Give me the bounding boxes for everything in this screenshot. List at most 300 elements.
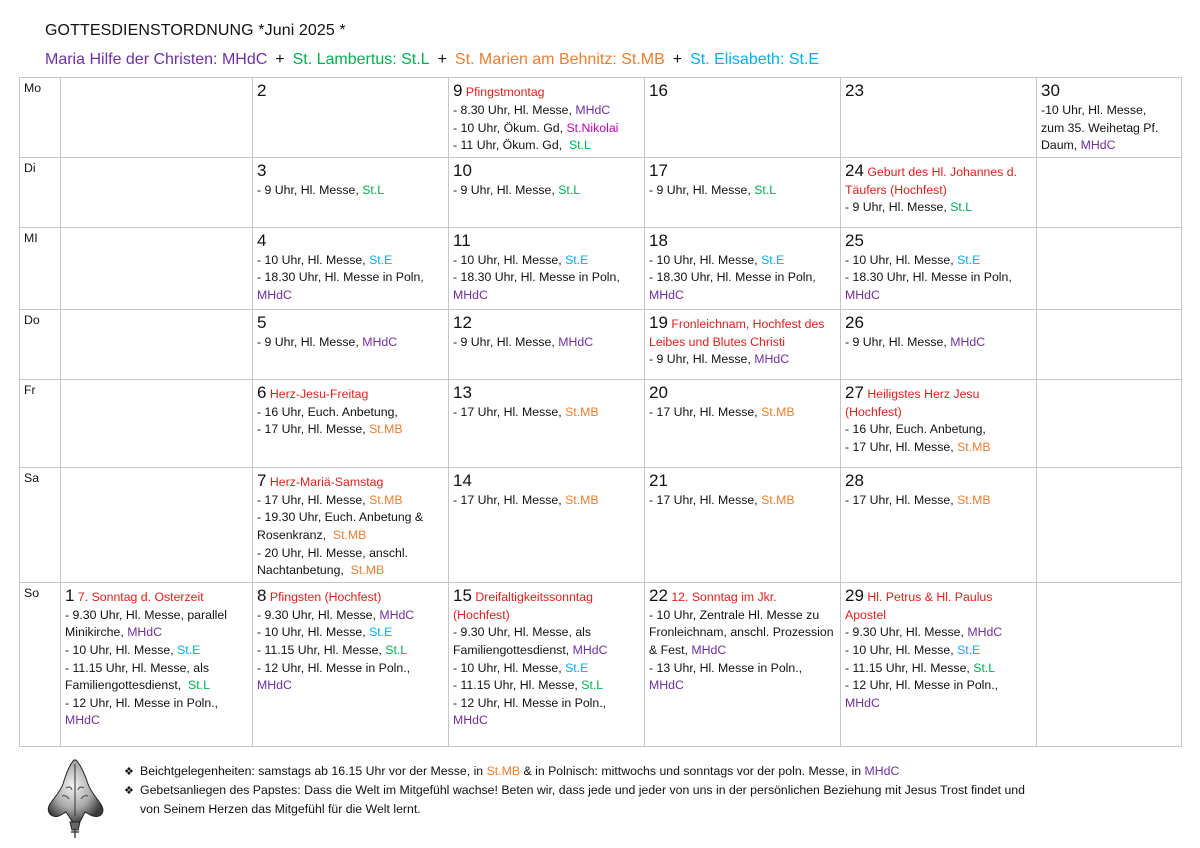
- service-text: - 10 Uhr, Ökum. Gd,: [453, 120, 567, 135]
- parish-tag: MHdC: [649, 287, 684, 302]
- parish-tag: St.MB: [761, 492, 795, 507]
- day-number: 25: [845, 230, 864, 250]
- day-header: [65, 585, 249, 607]
- service-entry: [257, 624, 445, 642]
- day-header: [845, 160, 1033, 200]
- day-number: 10: [453, 160, 472, 180]
- service-text: -10 Uhr, Hl. Messe,: [1041, 103, 1147, 117]
- day-cell: [841, 467, 1037, 582]
- week-row: [20, 467, 1182, 582]
- service-entry: [845, 624, 1033, 642]
- parish-tag: MHdC: [127, 625, 163, 640]
- parish-tag: St.MB: [957, 439, 991, 454]
- parish-tag: St.E: [369, 252, 393, 267]
- service-entry: [845, 252, 1033, 270]
- feast-label: Geburt des Hl. Johannes d. Täufers (Hochfest): [845, 164, 1018, 197]
- parish-tag: St.L: [581, 678, 604, 693]
- parish-tag: St.MB: [565, 492, 599, 507]
- service-text: - 10 Uhr, Hl. Messe,: [257, 252, 370, 267]
- footer-text: & in Polnisch: mittwochs und sonntags vor der poln. Messe, in: [520, 764, 865, 778]
- service-entry: [257, 269, 445, 304]
- service-text: - 9 Uhr, Hl. Messe,: [649, 182, 755, 197]
- parish-tag: MHdC: [362, 334, 398, 349]
- parish-tag: MHdC: [1080, 138, 1116, 153]
- day-cell: [253, 227, 449, 309]
- service-entry: [453, 404, 641, 422]
- service-text: - 12 Uhr, Hl. Messe in Poln.,: [65, 695, 222, 710]
- weekday-label: Fr: [20, 379, 61, 467]
- service-entry: [845, 439, 1033, 457]
- service-entry: [845, 642, 1033, 660]
- service-entry: [453, 492, 641, 510]
- day-cell: [449, 78, 645, 158]
- parish-tag: MHdC: [572, 642, 608, 657]
- service-text: - 13 Uhr, Hl. Messe in Poln.,: [649, 660, 806, 675]
- footer-prayer-text: Gebetsanliegen des Papstes: Dass die Welt im Mitgefühl wachse! Beten wir, dass jede und jeder von uns in der persönlichen Beziehung mit Jesus Trost findet und: [140, 783, 1025, 797]
- service-entry: [453, 182, 641, 200]
- service-entry: [257, 252, 445, 270]
- service-entry: [845, 660, 1033, 678]
- day-number: 15: [453, 585, 472, 605]
- service-entry: [65, 660, 249, 695]
- parish-tag: St.E: [565, 660, 589, 675]
- day-header: [649, 585, 837, 607]
- day-cell: [841, 582, 1037, 746]
- service-text: - 10 Uhr, Hl. Messe,: [453, 252, 566, 267]
- parish-tag: St.MB: [332, 527, 367, 542]
- service-text: - 17 Uhr, Hl. Messe,: [257, 492, 370, 507]
- service-entry: [453, 137, 641, 155]
- service-entry: [649, 404, 837, 422]
- day-cell: [645, 582, 841, 746]
- parish-tag: St.MB: [957, 492, 991, 507]
- service-text: - 9 Uhr, Hl. Messe,: [257, 334, 363, 349]
- day-cell: [645, 467, 841, 582]
- day-number: 3: [257, 160, 267, 180]
- parish-tag: MHdC: [950, 334, 986, 349]
- parish-tag: MHdC: [575, 103, 611, 117]
- legend-ste: St. Elisabeth: St.E: [690, 51, 820, 68]
- parish-tag: St.L: [973, 660, 996, 675]
- day-header: [453, 585, 641, 625]
- service-text: - 17 Uhr, Hl. Messe,: [257, 422, 370, 437]
- service-text: - 17 Uhr, Hl. Messe,: [453, 492, 566, 507]
- day-number: 7: [257, 470, 267, 490]
- service-entry: [257, 421, 445, 439]
- service-text: - 18.30 Uhr, Hl. Messe in Poln,: [649, 270, 820, 285]
- day-cell: [449, 582, 645, 746]
- footer-prayer-continuation: von Seinem Herzen das Mitgefühl für die Welt lernt.: [140, 802, 421, 816]
- service-entry: [453, 695, 641, 730]
- day-header: [257, 312, 445, 334]
- day-header: [453, 470, 641, 492]
- day-cell: [645, 157, 841, 227]
- parish-tag: MHdC: [967, 625, 1003, 640]
- day-header: [453, 160, 641, 182]
- parish-tag: St.L: [385, 642, 408, 657]
- day-cell: [1037, 78, 1182, 158]
- service-entry: [453, 334, 641, 352]
- service-entry: [845, 677, 1033, 712]
- day-number: 16: [649, 81, 668, 100]
- service-entry: [649, 607, 837, 660]
- day-cell: [253, 467, 449, 582]
- parish-tag: St.E: [369, 625, 393, 640]
- service-entry: [257, 642, 445, 660]
- day-number: 21: [649, 470, 668, 490]
- service-entry: [65, 642, 249, 660]
- day-header: [257, 382, 445, 404]
- day-header: [453, 312, 641, 334]
- parish-tag: St.E: [957, 642, 981, 657]
- parish-tag: St.MB: [486, 764, 521, 778]
- day-cell: [61, 78, 253, 158]
- service-text: - 20 Uhr, Hl. Messe, anschl. Nachtanbetung,: [257, 545, 412, 578]
- page-title: GOTTESDIENSTORDNUNG *Juni 2025 *: [45, 22, 346, 39]
- parish-legend: [45, 51, 819, 69]
- parish-tag: St.MB: [761, 404, 795, 419]
- service-entry: [1041, 102, 1178, 120]
- weekday-label: Sa: [20, 467, 61, 582]
- service-text: - 10 Uhr, Hl. Messe,: [649, 252, 762, 267]
- day-number: 4: [257, 230, 267, 250]
- day-number: 24: [845, 160, 864, 180]
- day-header: [257, 230, 445, 252]
- footer-text: Beichtgelegenheiten: samstags ab 16.15 Uhr vor der Messe, in: [140, 764, 487, 778]
- day-number: 30: [1041, 81, 1060, 100]
- day-cell: [449, 309, 645, 379]
- service-text: - 9 Uhr, Hl. Messe,: [257, 182, 363, 197]
- day-cell: [61, 227, 253, 309]
- day-cell: [1037, 227, 1182, 309]
- day-header: [649, 470, 837, 492]
- day-number: 19: [649, 312, 668, 332]
- week-row: [20, 157, 1182, 227]
- service-text: - 18.30 Uhr, Hl. Messe in Poln,: [257, 270, 428, 285]
- day-number: 9: [453, 81, 463, 100]
- service-text: - 12 Uhr, Hl. Messe in Poln.,: [257, 660, 414, 675]
- service-text: - 17 Uhr, Hl. Messe,: [649, 404, 762, 419]
- feast-label: Herz-Mariä-Samstag: [269, 474, 384, 489]
- service-text: - 9.30 Uhr, Hl. Messe, parallel Minikirche,: [65, 607, 231, 640]
- service-text: - 10 Uhr, Hl. Messe,: [845, 252, 958, 267]
- day-header: [845, 470, 1033, 492]
- parish-tag: MHdC: [754, 352, 790, 367]
- service-text: - 11.15 Uhr, Hl. Messe, als Familiengottesdienst,: [65, 660, 213, 693]
- day-header: [257, 470, 445, 492]
- day-header: [649, 230, 837, 252]
- parish-tag: St.MB: [565, 404, 599, 419]
- parish-tag: MHdC: [257, 678, 292, 693]
- service-text: zum 35. Weihetag Pf.: [1041, 120, 1159, 135]
- service-text: - 17 Uhr, Hl. Messe,: [453, 404, 566, 419]
- service-text: - 17 Uhr, Hl. Messe,: [845, 492, 958, 507]
- parish-tag: MHdC: [649, 678, 684, 693]
- day-number: 12: [453, 312, 472, 332]
- service-entry: [257, 334, 445, 352]
- day-header: [257, 160, 445, 182]
- day-cell: [449, 379, 645, 467]
- parish-tag: MHdC: [845, 287, 880, 302]
- day-cell: [253, 78, 449, 158]
- day-cell: [1037, 309, 1182, 379]
- week-row: [20, 582, 1182, 746]
- day-header: [1041, 80, 1178, 102]
- service-text: - 17 Uhr, Hl. Messe,: [649, 492, 762, 507]
- service-text: - 8.30 Uhr, Hl. Messe,: [453, 103, 576, 117]
- day-cell: [61, 157, 253, 227]
- service-text: - 9.30 Uhr, Hl. Messe, als Familiengottesdienst,: [453, 625, 595, 657]
- week-row: [20, 309, 1182, 379]
- service-entry: [65, 695, 249, 730]
- day-header: [453, 230, 641, 252]
- service-entry: [453, 624, 641, 659]
- day-cell: [841, 227, 1037, 309]
- service-text: - 19.30 Uhr, Euch. Anbetung & Rosenkranz,: [257, 510, 427, 542]
- feast-label: 7. Sonntag d. Osterzeit: [77, 589, 204, 604]
- day-header: [845, 312, 1033, 334]
- day-cell: [841, 78, 1037, 158]
- service-entry: [257, 545, 445, 580]
- day-header: [649, 312, 837, 352]
- service-text: Daum,: [1041, 138, 1081, 153]
- parish-tag: MHdC: [379, 607, 415, 622]
- parish-tag: MHdC: [65, 713, 100, 728]
- day-cell: [645, 227, 841, 309]
- day-number: 14: [453, 470, 472, 490]
- parish-tag: MHdC: [453, 713, 488, 728]
- service-entry: [257, 509, 445, 544]
- day-number: 29: [845, 585, 864, 605]
- parish-tag: St.MB: [369, 492, 403, 507]
- service-text: - 12 Uhr, Hl. Messe in Poln.,: [453, 695, 610, 710]
- service-text: - 16 Uhr, Euch. Anbetung,: [845, 422, 986, 437]
- service-entry: [649, 492, 837, 510]
- day-cell: [253, 157, 449, 227]
- praying-hands-icon: [44, 756, 106, 840]
- service-text: - 10 Uhr, Hl. Messe,: [453, 660, 566, 675]
- service-entry: [1041, 120, 1178, 138]
- day-number: 28: [845, 470, 864, 490]
- footer-notes: [124, 762, 1025, 818]
- day-number: 22: [649, 585, 668, 605]
- day-cell: [449, 227, 645, 309]
- day-cell: [841, 157, 1037, 227]
- day-cell: [841, 309, 1037, 379]
- day-number: 2: [257, 81, 267, 100]
- parish-tag: St.L: [188, 678, 210, 693]
- day-cell: [253, 379, 449, 467]
- feast-label: Pfingsten (Hochfest): [269, 589, 382, 604]
- day-cell: [253, 582, 449, 746]
- service-text: - 9 Uhr, Hl. Messe,: [649, 352, 755, 367]
- weekday-label: Mo: [20, 78, 61, 158]
- parish-tag: St.L: [754, 182, 777, 197]
- service-text: - 9 Uhr, Hl. Messe,: [453, 334, 559, 349]
- day-number: 18: [649, 230, 668, 250]
- week-row: [20, 227, 1182, 309]
- schedule-table: [19, 77, 1182, 747]
- service-entry: [453, 252, 641, 270]
- parish-tag: St.MB: [350, 563, 385, 578]
- service-entry: [453, 677, 641, 695]
- day-cell: [61, 467, 253, 582]
- day-cell: [449, 157, 645, 227]
- legend-separator: +: [275, 51, 285, 68]
- parish-tag: MHdC: [257, 287, 292, 302]
- service-text: - 16 Uhr, Euch. Anbetung,: [257, 404, 398, 419]
- week-row: [20, 78, 1182, 158]
- service-entry: [453, 102, 641, 120]
- parish-tag: St.L: [362, 182, 385, 197]
- service-text: - 9 Uhr, Hl. Messe,: [453, 182, 559, 197]
- day-header: [257, 585, 445, 607]
- service-entry: [649, 269, 837, 304]
- legend-stl: St. Lambertus: St.L: [292, 51, 430, 68]
- day-number: 6: [257, 382, 267, 402]
- service-entry: [845, 492, 1033, 510]
- weekday-label: So: [20, 582, 61, 746]
- service-text: - 11.15 Uhr, Hl. Messe,: [453, 678, 582, 693]
- service-text: - 10 Uhr, Zentrale Hl. Messe zu Fronleichnam, anschl. Prozession & Fest,: [649, 607, 837, 657]
- service-text: - 9 Uhr, Hl. Messe,: [845, 334, 951, 349]
- day-header: [845, 230, 1033, 252]
- service-text: - 18.30 Uhr, Hl. Messe in Poln,: [453, 270, 624, 285]
- service-entry: [649, 182, 837, 200]
- feast-label: 12. Sonntag im Jkr.: [671, 589, 777, 604]
- service-entry: [257, 492, 445, 510]
- service-entry: [257, 182, 445, 200]
- parish-tag: St.E: [565, 252, 589, 267]
- feast-label: Dreifaltigkeitssonntag (Hochfest): [453, 589, 593, 622]
- day-cell: [61, 379, 253, 467]
- day-cell: [61, 309, 253, 379]
- parish-tag: St.Nikolai: [566, 120, 619, 135]
- feast-label: Fronleichnam, Hochfest des Leibes und Blutes Christi: [649, 316, 825, 349]
- service-entry: [1041, 137, 1178, 155]
- service-entry: [649, 351, 837, 369]
- day-number: 23: [845, 81, 864, 100]
- day-cell: [1037, 582, 1182, 746]
- service-text: - 12 Uhr, Hl. Messe in Poln.,: [845, 678, 1002, 693]
- parish-tag: St.L: [950, 200, 973, 215]
- legend-mhdc: Maria Hilfe der Christen: MHdC: [45, 51, 268, 68]
- service-entry: [845, 421, 1033, 439]
- day-number: 26: [845, 312, 864, 332]
- day-header: [845, 80, 1033, 102]
- service-text: - 18.30 Uhr, Hl. Messe in Poln,: [845, 270, 1016, 285]
- service-text: - 17 Uhr, Hl. Messe,: [845, 439, 958, 454]
- day-header: [845, 585, 1033, 625]
- service-entry: [453, 660, 641, 678]
- footer-prayer-line: [124, 781, 1025, 800]
- day-cell: [645, 309, 841, 379]
- service-text: - 9.30 Uhr, Hl. Messe,: [257, 607, 380, 622]
- day-cell: [1037, 157, 1182, 227]
- parish-tag: St.MB: [369, 422, 403, 437]
- feast-label: Hl. Petrus & Hl. Paulus Apostel: [845, 589, 993, 622]
- parish-tag: St.E: [957, 252, 981, 267]
- legend-stmb: St. Marien am Behnitz: St.MB: [454, 51, 665, 68]
- parish-tag: St.E: [761, 252, 785, 267]
- service-text: - 10 Uhr, Hl. Messe,: [845, 642, 958, 657]
- day-number: 11: [453, 230, 471, 250]
- day-cell: [841, 379, 1037, 467]
- service-text: - 10 Uhr, Hl. Messe,: [65, 642, 178, 657]
- day-cell: [1037, 467, 1182, 582]
- feast-label: Heiligstes Herz Jesu (Hochfest): [845, 386, 980, 419]
- day-cell: [449, 467, 645, 582]
- service-text: - 9.30 Uhr, Hl. Messe,: [845, 625, 968, 640]
- parish-tag: MHdC: [558, 334, 594, 349]
- day-cell: [1037, 379, 1182, 467]
- weekday-label: MI: [20, 227, 61, 309]
- day-number: 20: [649, 382, 668, 402]
- service-entry: [649, 252, 837, 270]
- day-header: [453, 80, 641, 102]
- bullet-icon: ❖: [124, 766, 134, 778]
- parish-tag: St.L: [558, 182, 581, 197]
- weekday-label: Do: [20, 309, 61, 379]
- parish-tag: MHdC: [453, 287, 488, 302]
- service-entry: [453, 120, 641, 138]
- feast-label: Pfingstmontag: [465, 85, 545, 99]
- service-entry: [845, 199, 1033, 217]
- parish-tag: St.L: [568, 138, 591, 153]
- day-number: 27: [845, 382, 864, 402]
- service-entry: [65, 607, 249, 642]
- day-header: [649, 80, 837, 102]
- parish-tag: MHdC: [864, 764, 900, 778]
- service-entry: [845, 334, 1033, 352]
- service-entry: [845, 269, 1033, 304]
- parish-tag: St.E: [177, 642, 201, 657]
- service-text: - 11 Uhr, Ökum. Gd,: [453, 138, 569, 153]
- day-number: 13: [453, 382, 472, 402]
- day-number: 8: [257, 585, 267, 605]
- day-number: 17: [649, 160, 668, 180]
- service-entry: [257, 404, 445, 422]
- service-entry: [257, 660, 445, 695]
- day-number: 1: [65, 585, 75, 605]
- day-cell: [645, 78, 841, 158]
- day-header: [649, 160, 837, 182]
- day-cell: [253, 309, 449, 379]
- footer-confession-line: [124, 762, 1025, 781]
- parish-tag: MHdC: [691, 642, 727, 657]
- legend-separator: +: [437, 51, 447, 68]
- service-entry: [649, 660, 837, 695]
- day-cell: [61, 582, 253, 746]
- service-entry: [453, 269, 641, 304]
- weekday-label: Di: [20, 157, 61, 227]
- service-text: - 9 Uhr, Hl. Messe,: [845, 200, 951, 215]
- service-text: - 11.15 Uhr, Hl. Messe,: [845, 660, 974, 675]
- week-row: [20, 379, 1182, 467]
- day-header: [845, 382, 1033, 422]
- day-cell: [645, 379, 841, 467]
- service-text: - 11.15 Uhr, Hl. Messe,: [257, 642, 386, 657]
- service-entry: [257, 607, 445, 625]
- day-number: 5: [257, 312, 267, 332]
- feast-label: Herz-Jesu-Freitag: [269, 386, 369, 401]
- day-header: [649, 382, 837, 404]
- bullet-icon: ❖: [124, 785, 134, 797]
- service-text: - 10 Uhr, Hl. Messe,: [257, 625, 370, 640]
- parish-tag: MHdC: [845, 695, 880, 710]
- legend-separator: +: [672, 51, 683, 68]
- day-header: [257, 80, 445, 102]
